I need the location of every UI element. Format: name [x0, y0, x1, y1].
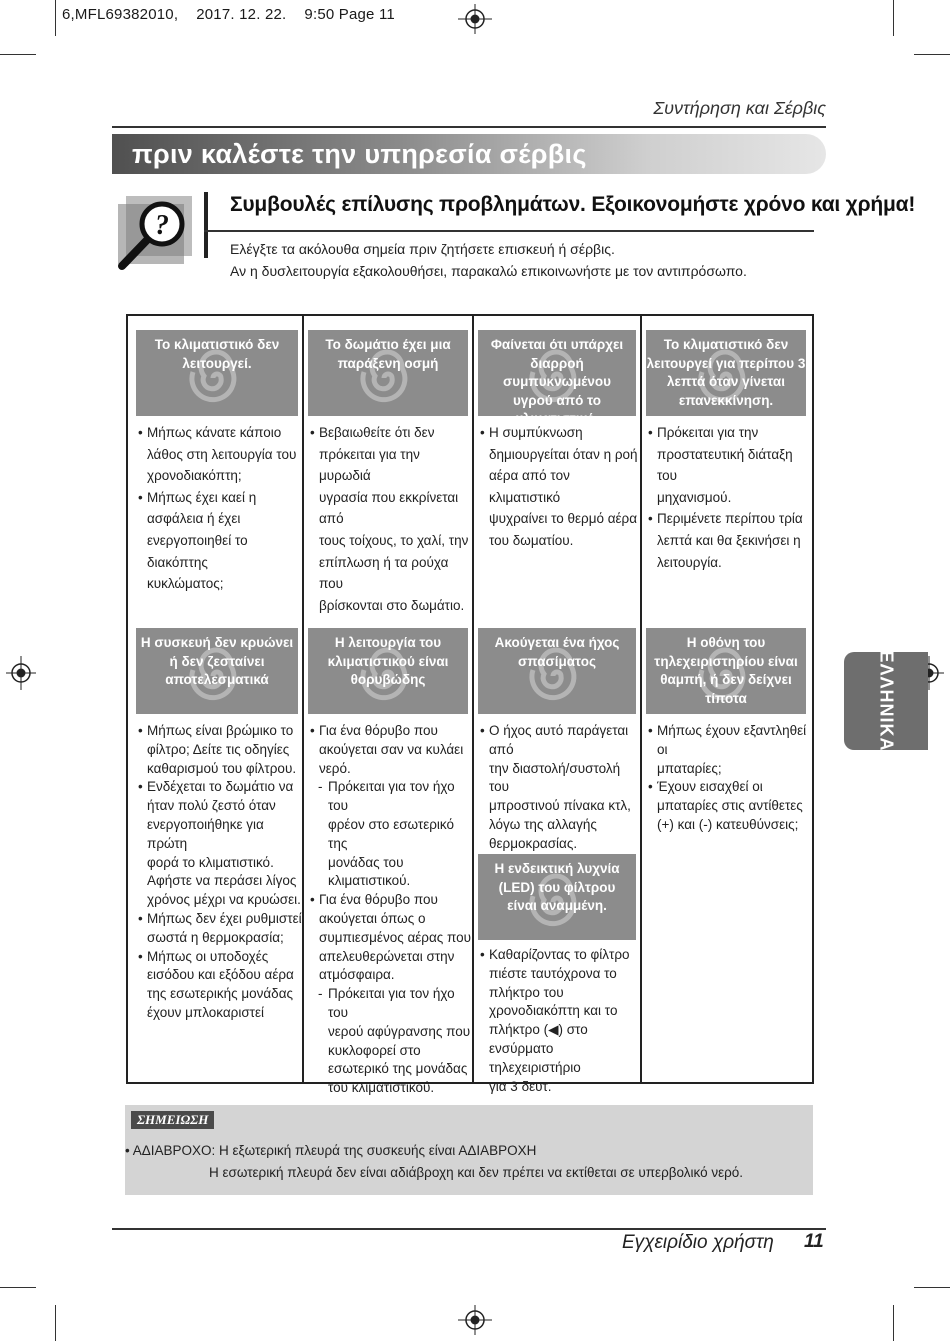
solution-item: [138, 948, 302, 1023]
heading-line: Το κλιματιστικό δεν: [154, 337, 280, 352]
solution-item: [138, 487, 302, 595]
heading-line: υγρού από το: [512, 392, 602, 408]
solution-line: του δωματίου.: [489, 532, 574, 548]
solution-line: του κλιματιστικού.: [328, 1080, 435, 1096]
problem-heading: [646, 330, 806, 416]
heading-line: κλιματιστικό.: [515, 411, 599, 426]
problem-heading: [478, 330, 636, 426]
solution-line: Για ένα θόρυβο που: [319, 723, 438, 738]
solution-item: [310, 778, 472, 891]
registration-mark-icon: [6, 656, 36, 690]
heading-line: λειτουργεί για περίπου 3: [646, 355, 806, 371]
solution-line: Περιμένετε περίπου τρία: [657, 511, 803, 527]
solution-line: συμπιεσμένος αέρας που: [319, 929, 472, 945]
problem-heading: [308, 330, 468, 416]
crop-mark: [893, 0, 894, 36]
solution-line: ατμόσφαιρα.: [319, 967, 395, 983]
solution-line: ακούγεται όπως ο: [319, 910, 426, 926]
solution-line: χρονοδιακόπτη και το: [489, 1003, 618, 1019]
solution-item: [480, 722, 640, 854]
heading-line: Το δωμάτιο έχει μια: [325, 337, 451, 352]
footer-rule: [112, 1228, 826, 1230]
crop-mark: [914, 1287, 950, 1288]
solution-line: για 3 δευτ.: [489, 1078, 552, 1094]
solution-line: ενσύρματο τηλεχειριστήριο: [489, 1040, 581, 1075]
solution-item: [138, 722, 302, 778]
solution-item: [138, 778, 302, 910]
heading-line: παράξενη οσμή: [337, 355, 439, 371]
heading-line: σπασίματος: [518, 653, 596, 669]
solution-line: βρίσκονται στο δωμάτιο.: [319, 597, 465, 613]
language-tab: [844, 652, 928, 750]
section-label: Συντήρηση και Σέρβις: [653, 98, 826, 118]
swirl-watermark-icon: [353, 343, 423, 413]
problem-heading: [478, 854, 636, 940]
heading-line: κλιματιστικού είναι: [327, 653, 449, 669]
solution-item: [648, 422, 810, 508]
solution-line: κλιματιστικού.: [328, 873, 411, 889]
heading-line: λειτουργεί.: [182, 355, 252, 371]
solution-line: χρόνος μέχρι να κρυώσει.: [147, 892, 301, 908]
print-date: 2017. 12. 22.: [196, 6, 287, 23]
solution-line: μπροστινού πίνακα κτλ,: [489, 798, 631, 814]
solution-item: [480, 946, 640, 1096]
solution-line: την διαστολή/συστολή του: [489, 760, 621, 795]
heading-line: (LED) του φίλτρου: [498, 879, 616, 895]
intro-line: Ελέγξτε τα ακόλουθα σημεία πριν ζητήσετε επισκευή ή σέρβις.: [230, 241, 615, 257]
solution-line: Πρόκειται για τον ήχο του: [328, 779, 455, 814]
solution-line: φορά το κλιματιστικό.: [147, 854, 274, 870]
solution-text: [310, 722, 472, 1098]
solution-item: [310, 722, 472, 778]
heading-line: ή δεν ζεσταίνει: [169, 653, 265, 669]
solution-text: [480, 946, 640, 1096]
solution-line: Ο ήχος αυτό παράγεται από: [489, 723, 629, 757]
solution-line: κυκλοφορεί στο: [328, 1042, 421, 1058]
heading-line: θαμπή, ή δεν δείχνει: [660, 672, 792, 687]
solution-line: επίπλωση ή τα ρούχα που: [319, 554, 449, 592]
magnifier-question-icon: [112, 190, 198, 272]
solution-line: προστατευτική διάταξη του: [657, 446, 793, 484]
solution-line: ενεργοποιήθηκε για πρώτη: [147, 816, 264, 851]
solution-line: αέρα από τον κλιματιστικό: [489, 468, 570, 505]
heading-line: Φαίνεται ότι υπάρχει: [490, 337, 624, 352]
solution-line: πρόκειται για την μυρωδιά: [319, 446, 420, 484]
solution-line: φρέον στο εσωτερικό της: [328, 816, 455, 851]
heading-line: Η οθόνη του: [686, 635, 766, 650]
solution-line: μπαταρίες;: [657, 760, 722, 776]
crop-mark: [914, 54, 950, 55]
solution-item: [310, 985, 472, 1098]
solution-item: [480, 422, 640, 552]
solution-line: Μήπως έχει καεί η: [147, 489, 257, 505]
crop-mark: [0, 54, 36, 55]
solution-line: ήταν πολύ ζεστό όταν: [147, 798, 276, 814]
solution-line: Μήπως είναι βρώμικο το: [147, 723, 294, 738]
subtitle-rule: [204, 230, 814, 232]
problem-heading: [136, 330, 298, 416]
solution-line: υγρασία που εκκρίνεται από: [319, 489, 459, 527]
solution-item: [138, 422, 302, 487]
subtitle: Συμβουλές επίλυσης προβλημάτων. Εξοικονομήστε χρόνο και χρήμα!: [230, 193, 916, 216]
troubleshooting-table: [126, 314, 814, 1096]
solution-text: [310, 422, 472, 616]
solution-line: απελευθερώνεται στην: [319, 948, 455, 964]
subtitle-accent: [204, 192, 208, 258]
solution-line: δημιουργείται όταν η ροή: [489, 446, 638, 462]
solution-line: ασφάλεια ή έχει: [147, 511, 241, 527]
solution-item: [310, 422, 472, 616]
solution-line: ψυχραίνει το θερμό αέρα: [489, 511, 638, 527]
solution-line: πιέστε ταυτόχρονα το: [489, 965, 617, 981]
solution-item: [648, 778, 810, 834]
problem-heading: [136, 628, 298, 714]
heading-line: επανεκκίνηση.: [678, 392, 774, 408]
solution-line: κυκλώματος;: [147, 576, 224, 592]
solution-line: μπαταρίες στις αντίθετες: [657, 798, 803, 814]
solution-line: λεπτά και θα ξεκινήσει η: [657, 532, 801, 548]
crop-mark: [55, 0, 56, 36]
swirl-watermark-icon: [182, 343, 252, 413]
crop-mark: [893, 1305, 894, 1341]
solution-line: λόγω της αλλαγής: [489, 816, 597, 832]
solution-text: [480, 722, 640, 854]
crop-mark: [0, 1287, 36, 1288]
heading-line: αποτελεσματικά: [165, 672, 269, 687]
problem-heading: [478, 628, 636, 714]
solution-line: τους τοίχους, το χαλί, την: [319, 532, 469, 548]
solution-line: της εσωτερικής μονάδας: [147, 986, 294, 1002]
registration-mark-icon: [458, 4, 492, 34]
solution-line: πλήκτρο του: [489, 984, 564, 1000]
solution-text: [648, 722, 810, 835]
note-box: [125, 1105, 813, 1195]
solution-line: Για ένα θόρυβο που: [319, 892, 438, 908]
solution-line: νερού αφύγρανσης που: [328, 1023, 471, 1039]
solution-line: πλήκτρο (◀) στο: [489, 1022, 588, 1038]
page-title: πριν καλέστε την υπηρεσία σέρβις: [132, 139, 587, 169]
solution-line: θερμοκρασίας.: [489, 835, 578, 851]
solution-item: [310, 891, 472, 985]
solution-line: εισόδου και εξόδου αέρα: [147, 967, 294, 983]
solution-line: φίλτρο; Δείτε τις οδηγίες: [147, 741, 290, 757]
header-rule: [112, 126, 826, 128]
solution-line: καθαρισμού του φίλτρου.: [147, 760, 297, 776]
solution-line: ακούγεται σαν να κυλάει: [319, 741, 464, 757]
solution-line: Ενδέχεται το δωμάτιο να: [147, 779, 294, 795]
svg-text:?: ?: [155, 210, 169, 241]
solution-line: χρονοδιακόπτη;: [147, 468, 242, 484]
language-tab-label: ΕΛΛΗΝΙΚΑ: [876, 650, 897, 752]
solution-item: [138, 910, 302, 948]
column-divider: [640, 316, 642, 1082]
solution-line: μηχανισμού.: [657, 489, 732, 505]
solution-line: ενεργοποιηθεί το διακόπτης: [147, 532, 248, 570]
solution-line: Μήπως δεν έχει ρυθμιστεί: [147, 910, 302, 926]
heading-line: τίποτα: [705, 690, 747, 706]
footer-title: Εγχειρίδιο χρήστη: [622, 1232, 774, 1253]
solution-line: μονάδας του: [328, 854, 404, 870]
heading-line: Ακούγεται ένα ήχος: [494, 635, 620, 650]
note-badge: ΣΗΜΕΙΩΣΗ: [131, 1111, 214, 1129]
print-doc-id: 6,MFL69382010,: [62, 6, 179, 23]
heading-line: λεπτά όταν γίνεται: [667, 374, 785, 389]
solution-line: (+) και (-) κατευθύνσεις;: [657, 816, 799, 832]
solution-text: [138, 422, 302, 595]
heading-line: θορυβώδης: [350, 672, 426, 687]
solution-line: Έχουν εισαχθεί οι: [657, 779, 763, 795]
solution-item: [648, 722, 810, 778]
swirl-watermark-icon: [522, 641, 592, 711]
solution-line: λειτουργία.: [657, 554, 722, 570]
solution-item: [648, 508, 810, 573]
solution-line: λάθος στη λειτουργία του: [147, 446, 297, 462]
solution-line: σωστά η θερμοκρασία;: [147, 929, 284, 945]
title-bar: [112, 134, 826, 174]
heading-line: Το κλιματιστικό δεν: [663, 337, 789, 352]
registration-mark-icon: [458, 1305, 492, 1335]
solution-text: [648, 422, 810, 573]
solution-line: Η συμπύκνωση: [489, 425, 583, 440]
page-number: 11: [804, 1231, 824, 1252]
problem-heading: [646, 628, 806, 714]
heading-line: Η ενδεικτική λυχνία: [494, 861, 620, 876]
heading-line: τηλεχειριστηρίου είναι: [654, 653, 798, 669]
solution-line: Μήπως οι υποδοχές: [147, 948, 269, 964]
solution-text: [138, 722, 302, 1023]
intro-text: [230, 238, 747, 282]
heading-line: διαρροή συμπυκνωμένου: [503, 355, 611, 389]
column-divider: [302, 316, 304, 1082]
crop-mark: [55, 1305, 56, 1341]
solution-line: Μήπως κάνατε κάποιο: [147, 425, 282, 440]
solution-line: Πρόκειται για τον ήχο του: [328, 986, 455, 1020]
print-time-page: 9:50 Page 11: [304, 6, 395, 23]
solution-line: Αφήστε να περάσει λίγος: [147, 873, 297, 889]
column-divider: [472, 316, 474, 1082]
print-header: [62, 6, 413, 23]
solution-line: νερό.: [319, 760, 351, 776]
solution-line: έχουν μπλοκαριστεί: [147, 1004, 265, 1020]
heading-line: Η λειτουργία του: [334, 635, 442, 650]
solution-line: Βεβαιωθείτε ότι δεν: [319, 425, 435, 440]
solution-line: Καθαρίζοντας το φίλτρο: [489, 947, 630, 962]
solution-line: εσωτερικό της μονάδας: [328, 1061, 468, 1077]
solution-line: Μήπως έχουν εξαντληθεί οι: [657, 723, 807, 757]
note-line: • ΑΔΙΑΒΡΟΧΟ: Η εξωτερική πλευρά της συσκευής είναι ΑΔΙΑΒΡΟΧΗ: [125, 1143, 537, 1158]
heading-line: Η συσκευή δεν κρυώνει: [140, 635, 294, 650]
intro-line: Αν η δυσλειτουργία εξακολουθήσει, παρακαλώ επικοινωνήστε με τον αντιπρόσωπο.: [230, 263, 747, 279]
solution-line: Πρόκειται για την: [657, 425, 759, 440]
heading-line: είναι αναμμένη.: [507, 898, 607, 913]
note-line: Η εσωτερική πλευρά δεν είναι αδιάβροχη και δεν πρέπει να εκτίθεται σε υπερβολικό νερό.: [209, 1165, 744, 1180]
problem-heading: [308, 628, 468, 714]
solution-text: [480, 422, 640, 552]
